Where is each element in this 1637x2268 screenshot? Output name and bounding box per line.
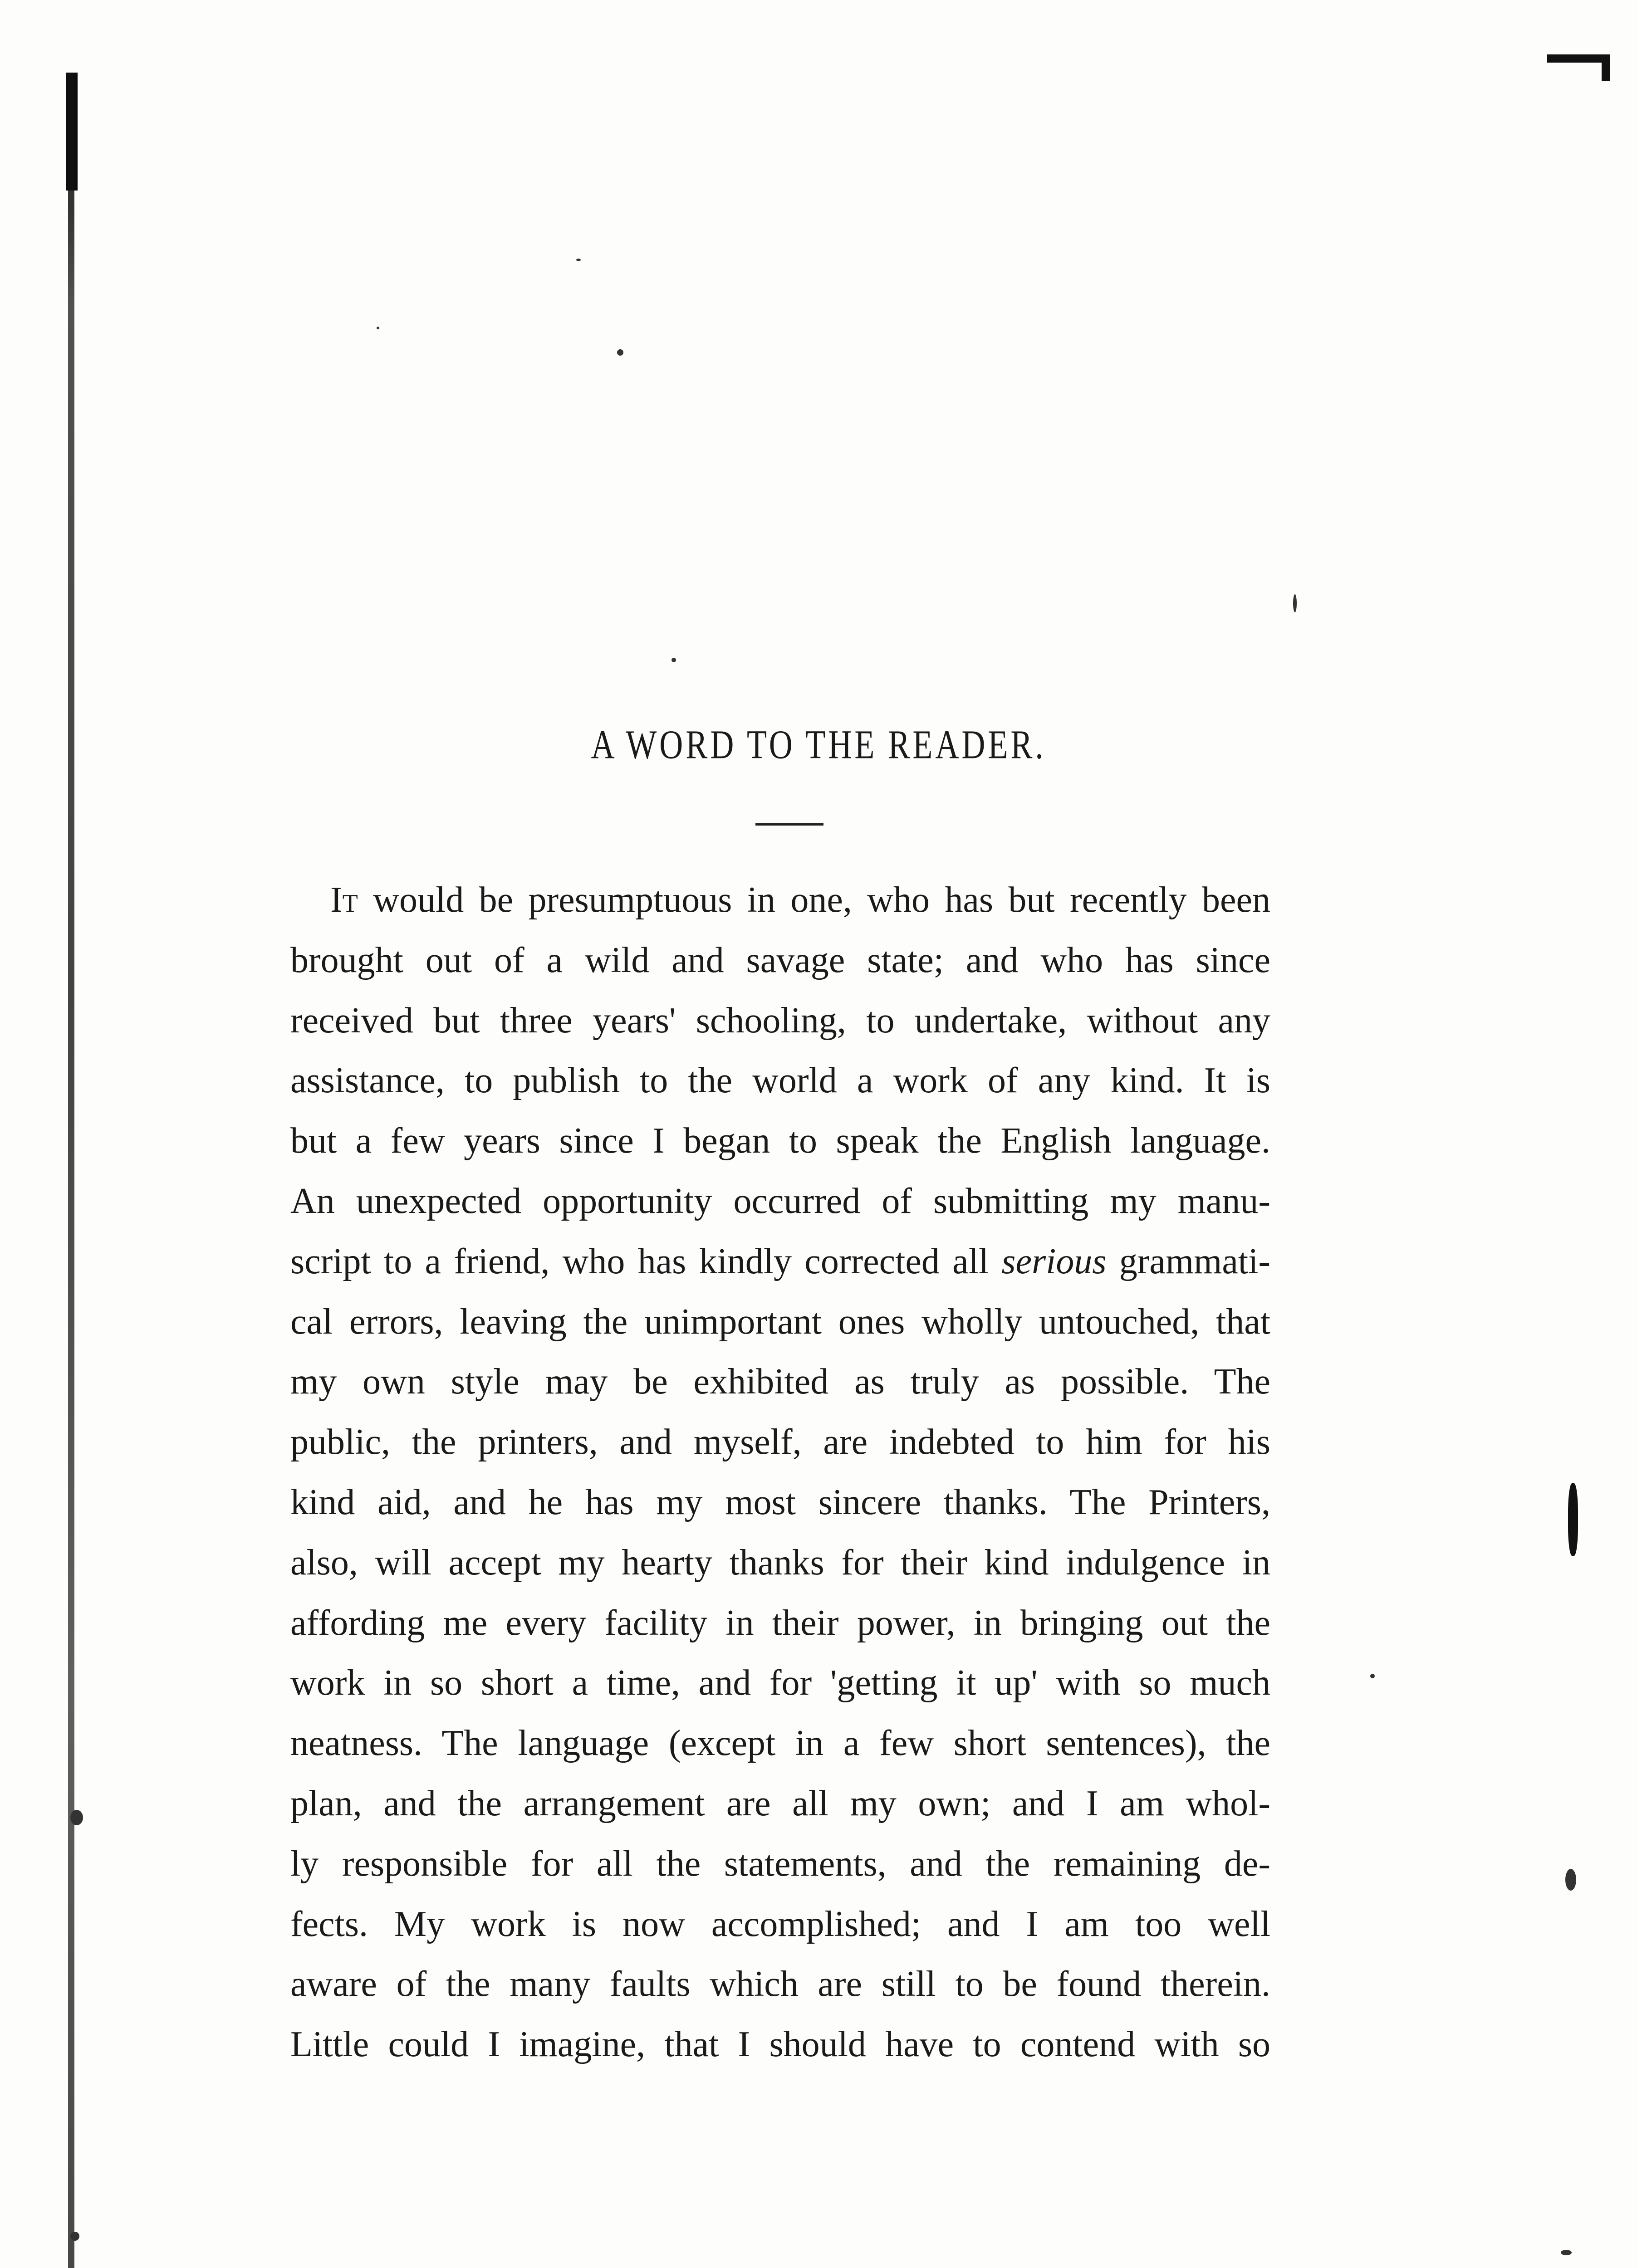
text-line: public, the printers, and myself, are indebted to him for his bbox=[290, 1422, 1270, 1462]
text-line bbox=[290, 870, 1270, 930]
speck bbox=[671, 658, 676, 662]
speck bbox=[70, 1810, 83, 1825]
text-line: neatness. The language (except in a few short sentences), the bbox=[290, 1723, 1270, 1764]
italic-word: serious bbox=[1001, 1241, 1107, 1281]
text-line: kind aid, and he has my most sincere thanks. The Printers, bbox=[290, 1482, 1270, 1522]
speck bbox=[1561, 2250, 1572, 2255]
text-line: aware of the many faults which are still to be found therein. bbox=[290, 1964, 1270, 2004]
text-line bbox=[290, 1232, 1270, 1292]
text-line: cal errors, leaving the unimportant ones wholly untouched, that bbox=[290, 1301, 1270, 1342]
text-line: work in so short a time, and for 'getting it up' with so much bbox=[290, 1663, 1270, 1703]
text-line: plan, and the arrangement are all my own; and I am whol- bbox=[290, 1783, 1270, 1823]
line-text: would be presumptuous in one, who has but recently been bbox=[358, 880, 1270, 920]
text-line: fects. My work is now accomplished; and I am too well bbox=[290, 1904, 1270, 1944]
text-line: also, will accept my hearty thanks for their kind indulgence in bbox=[290, 1542, 1270, 1583]
text-line: assistance, to publish to the world a work of any kind. It is bbox=[290, 1061, 1270, 1101]
text-line: An unexpected opportunity occurred of submitting my manu- bbox=[290, 1181, 1270, 1221]
speck bbox=[70, 2232, 79, 2241]
speck bbox=[377, 327, 379, 329]
text-line: but a few years since I began to speak the English language. bbox=[290, 1121, 1270, 1161]
binding-edge-line bbox=[68, 73, 74, 2268]
lead-word: It bbox=[330, 880, 358, 920]
title-rule bbox=[755, 823, 823, 826]
ink-smudge bbox=[1568, 1483, 1578, 1556]
text-line: received but three years' schooling, to undertake, without any bbox=[290, 1000, 1270, 1041]
speck bbox=[1370, 1674, 1375, 1678]
speck bbox=[1565, 1869, 1576, 1891]
text-line: my own style may be exhibited as truly as possible. The bbox=[290, 1362, 1270, 1402]
body-paragraph bbox=[290, 870, 1270, 2075]
text-line: affording me every facility in their power, in bringing out the bbox=[290, 1603, 1270, 1643]
speck bbox=[1293, 594, 1297, 612]
page-title: A WORD TO THE READER. bbox=[591, 722, 1046, 767]
text-line: Little could I imagine, that I should have to contend with so bbox=[290, 2024, 1270, 2065]
text-line: brought out of a wild and savage state; and who has since bbox=[290, 940, 1270, 980]
line-text: script to a friend, who has kindly corrected all bbox=[290, 1241, 1002, 1281]
corner-mark bbox=[1547, 54, 1610, 81]
text-line: ly responsible for all the statements, and the remaining de- bbox=[290, 1843, 1270, 1884]
speck bbox=[617, 349, 623, 356]
line-text: grammati- bbox=[1106, 1241, 1270, 1281]
speck bbox=[576, 259, 581, 261]
